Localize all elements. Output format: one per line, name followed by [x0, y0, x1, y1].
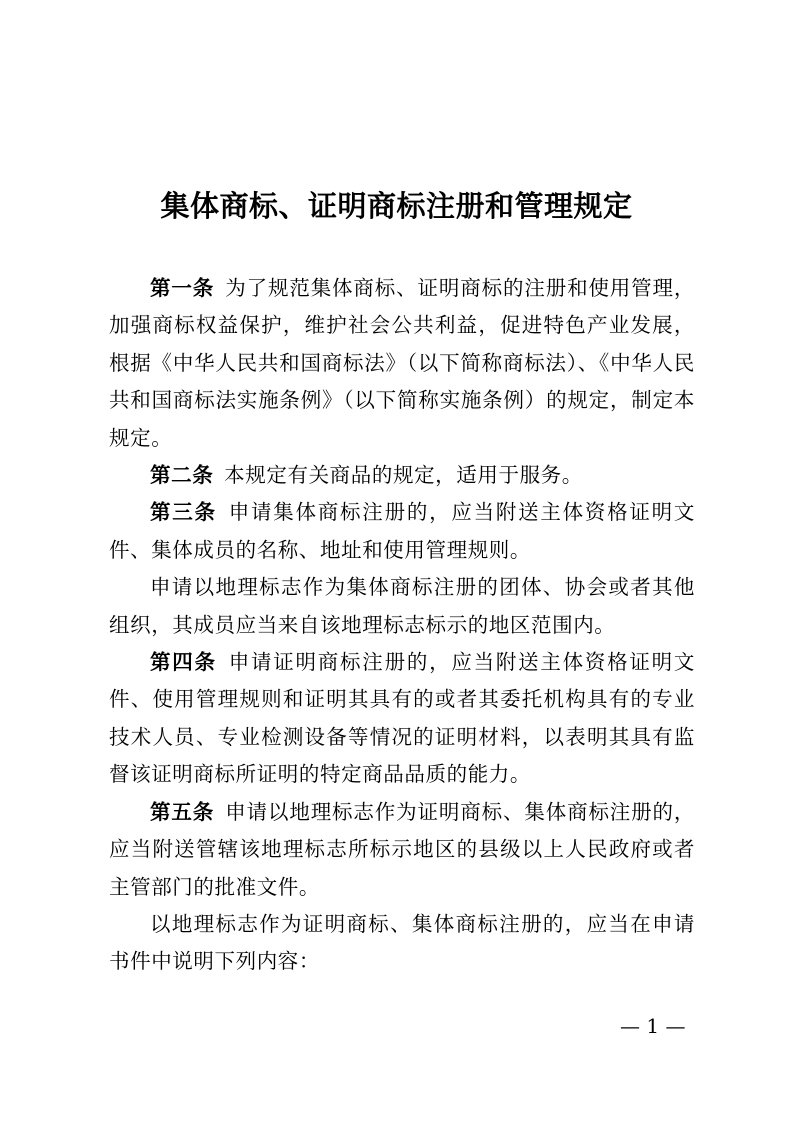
- article-4-text: 申请证明商标注册的，应当附送主体资格证明文件、使用管理规则和证明其具有的或者其委托机构具有的专业技术人员、专业检测设备等情况的证明材料，以表明其具有监督该证明商标所证明的特定商品品质的能力。: [109, 650, 695, 787]
- article-4-paragraph: [109, 644, 695, 794]
- article-5-paragraph: [109, 794, 695, 906]
- article-3-text: 申请集体商标注册的，应当附送主体资格证明文件、集体成员的名称、地址和使用管理规则。: [109, 500, 695, 562]
- article-1-text: 为了规范集体商标、证明商标的注册和使用管理，加强商标权益保护，维护社会公共利益，促进特色产业发展，根据《中华人民共和国商标法》（以下简称商标法）、《中华人民共和国商标法实施条例》（以下简称实施条例）的规定，制定本规定。: [109, 276, 695, 450]
- article-3-subparagraph: [109, 569, 695, 644]
- document-body: [109, 270, 695, 981]
- article-1-paragraph: [109, 270, 695, 457]
- article-3-paragraph: [109, 494, 695, 569]
- page-number: — 1 —: [620, 1014, 686, 1038]
- article-3-sub-text: 申请以地理标志作为集体商标注册的团体、协会或者其他组织，其成员应当来自该地理标志标示的地区范围内。: [109, 575, 695, 637]
- article-5-text: 申请以地理标志作为证明商标、集体商标注册的，应当附送管辖该地理标志所标示地区的县级以上人民政府或者主管部门的批准文件。: [109, 799, 695, 899]
- article-2-label: 第二条: [150, 463, 214, 488]
- article-5-subparagraph: [109, 906, 695, 981]
- article-3-label: 第三条: [150, 500, 217, 525]
- article-4-label: 第四条: [150, 650, 217, 675]
- document-title: 集体商标、证明商标注册和管理规定: [160, 189, 633, 223]
- article-1-label: 第一条: [150, 276, 215, 300]
- article-2-paragraph: [109, 457, 695, 494]
- article-5-label: 第五条: [150, 799, 215, 824]
- article-2-text: 本规定有关商品的规定，适用于服务。: [224, 463, 583, 488]
- article-5-sub-text: 以地理标志作为证明商标、集体商标注册的，应当在申请书件中说明下列内容：: [109, 911, 695, 974]
